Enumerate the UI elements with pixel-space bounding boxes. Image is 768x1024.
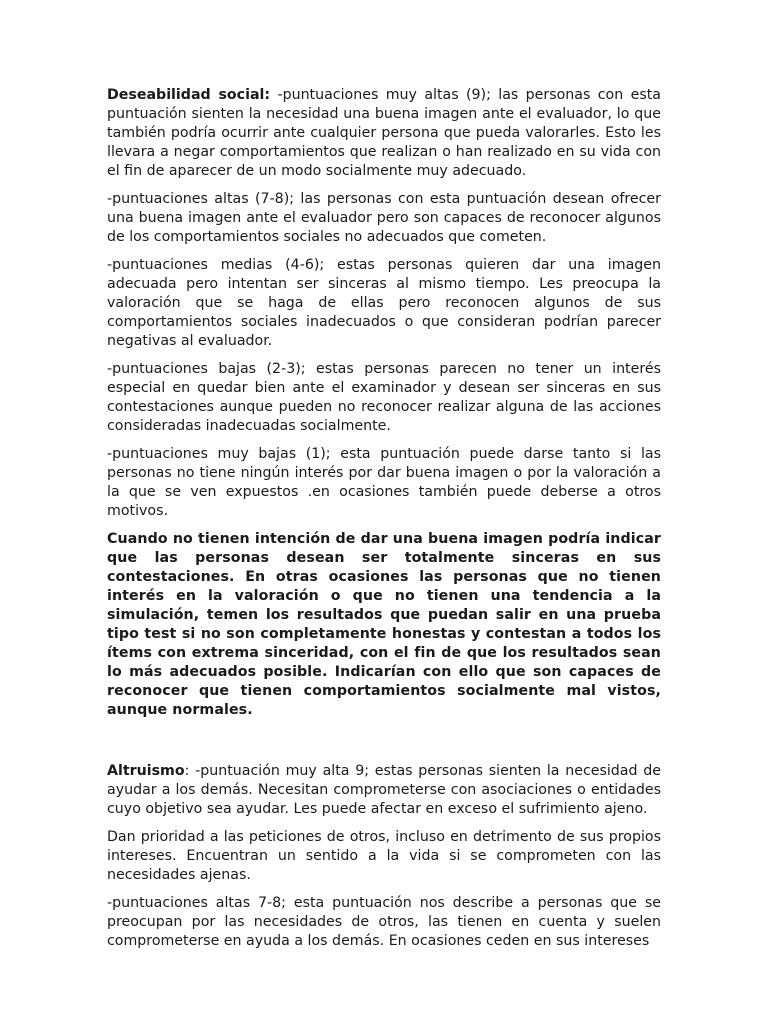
section-heading-altruismo: Altruismo [107, 763, 185, 779]
altruismo-para-2: Dan prioridad a las peticiones de otros, incluso en detrimento de sus propios intereses. Encuentran un sentido a la vida si se comprometen con las necesidades ajenas. [107, 829, 661, 883]
deseabilidad-bold-para: Cuando no tienen intención de dar una buena imagen podría indicar que las personas desean ser totalmente sinceras en sus contestaciones. En otras ocasiones las personas que no tienen interés en la valoración o que no tienen una tendencia a la simulación, temen los resultados que puedan salir en una prueba tipo test si no son completamente honestas y contestan a todos los ítems con extrema sinceridad, con el fin de que los resultados sean lo más adecuados posible. Indicarían con ello que son capaces de reconocer que tienen comportamientos socialmente mal vistos, aunque normales. [107, 531, 661, 718]
document-page [107, 86, 661, 960]
altruismo-para-1-text: : -puntuación muy alta 9; estas personas sienten la necesidad de ayudar a los demás. Necesitan comprometerse con asociaciones o entidades cuyo objetivo sea ayudar. Les puede afectar en exceso el sufrimiento ajeno. [107, 763, 661, 817]
deseabilidad-para-3: -puntuaciones medias (4-6); estas personas quieren dar una imagen adecuada pero intentan ser sinceras al mismo tiempo. Les preocupa la valoración que se haga de ellas pero reconocen algunos de sus comportamientos sociales inadecuados o que consideran podrían parecer negativas al evaluador. [107, 257, 661, 349]
altruismo-para-1 [107, 762, 661, 819]
section-heading-deseabilidad: Deseabilidad social: [107, 87, 271, 103]
deseabilidad-para-2: -puntuaciones altas (7-8); las personas con esta puntuación desean ofrecer una buena imagen ante el evaluador pero son capaces de reconocer algunos de los comportamientos sociales no adecuados que cometen. [107, 191, 661, 245]
section-spacer [107, 729, 661, 762]
altruismo-para-3: -puntuaciones altas 7-8; esta puntuación nos describe a personas que se preocupan por las necesidades de otros, las tienen en cuenta y suelen comprometerse en ayuda a los demás. En ocasiones ceden en sus intereses [107, 895, 661, 949]
deseabilidad-para-4: -puntuaciones bajas (2-3); estas personas parecen no tener un interés especial en quedar bien ante el examinador y desean ser sinceras en sus contestaciones aunque pueden no reconocer realizar alguna de las acciones consideradas inadecuadas socialmente. [107, 361, 661, 434]
deseabilidad-para-1 [107, 86, 661, 181]
deseabilidad-para-5: -puntuaciones muy bajas (1); esta puntuación puede darse tanto si las personas no tiene ningún interés por dar buena imagen o por la valoración a la que se ven expuestos .en ocasiones también puede deberse a otros motivos. [107, 446, 661, 519]
deseabilidad-para-1-text: -puntuaciones muy altas (9); las personas con esta puntuación sienten la necesidad una buena imagen ante el evaluador, lo que también podría ocurrir ante cualquier persona que pueda valorarles. Esto les llevara a negar comportamientos que realizan o han realizado en su vida con el fin de aparecer de un modo socialmente muy adecuado. [107, 87, 661, 179]
